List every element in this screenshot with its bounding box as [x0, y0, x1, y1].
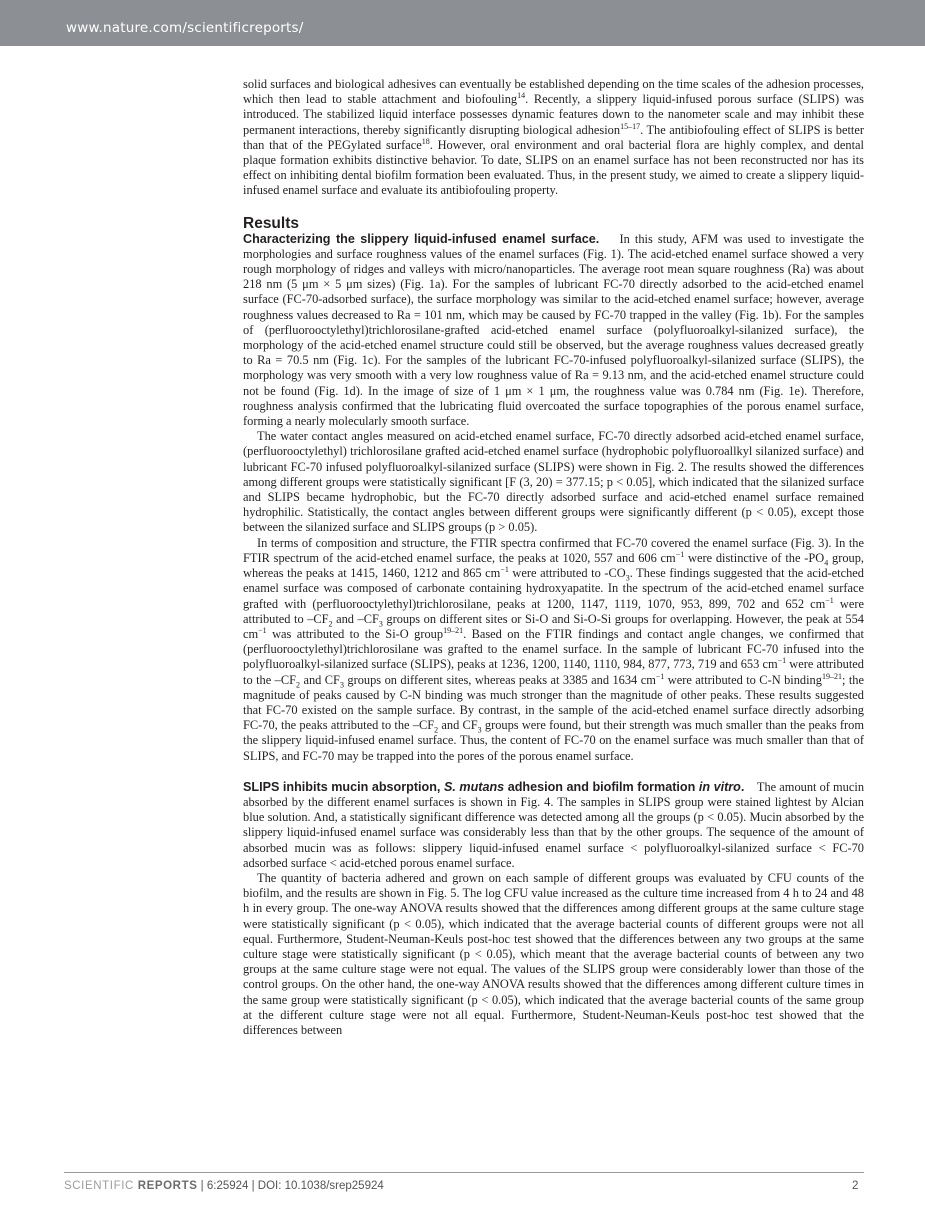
intro-text-d: . However, oral environment and oral bacterial flora are highly complex, and dental plaque formation exhibits distinctive behavior. To date, SLIPS on an enamel surface has not been reconstructed nor has its effect on inhibiting dental biofilm formation been evaluated. Thus, in the present study, we aimed to create a slippery liquid-infused enamel surface and evaluate its antibiofouling property. [243, 137, 864, 198]
heading-part-italic: S. mutans [443, 779, 505, 794]
intro-text-b: . Recently, a slippery liquid-infused porous surface (SLIPS) was introduced. The stabilized liquid interface possesses dynamic features down to the nanometer scale and may inhibit these permanent interactions, thereby significantly disrupting biological adhesion [243, 92, 864, 137]
ftir-text: were attributed to C-N binding [664, 672, 822, 687]
reference-link[interactable]: 19–21 [821, 671, 842, 681]
journal-name-bold: REPORTS [137, 1180, 198, 1192]
ftir-text: . These findings suggested that the acid-etched enamel surface was composed of carbonate containing hydroxyapatite. In the spectrum of the acid-etched enamel surface grafted with (perfluorooctylethyl)trichlorosilane, peaks at 1200, 1147, 1119, 1070, 953, 899, 702 and 652 cm [243, 566, 864, 611]
reference-link[interactable]: 19–21 [443, 625, 464, 635]
subscript: 2 [434, 725, 439, 735]
ftir-text: were distinctive of the -PO [684, 550, 825, 565]
superscript: −1 [655, 671, 665, 681]
article-body [243, 77, 864, 1038]
afm-text: In this study, AFM was used to investigate the morphologies and surface roughness values of the enamel surfaces (Fig. 1). The acid-etched enamel surface showed a very rough morphology of ridges and valleys with micro/nanoparticles. The average root mean square roughness (Ra) was about 218 nm (5 μm × 5 μm sizes) (Fig. 1a). For the samples of lubricant FC-70 directly adsorbed to the acid-etched enamel surface (FC-70-adsorbed surface), the surface morphology was similar to the acid-etched enamel surface; however, average roughness values decreased to Ra = 101 nm, which may be caused by FC-70 trapped in the valley (Fig. 1b). For the samples of (perfluorooctylethyl)trichlorosilane-grafted acid-etched enamel surface (polyfluoroalkyl-silanized surface), the morphology of the acid-etched enamel structure could still be observed, but the average roughness values decreased greatly to Ra = 70.5 nm (Fig. 1c). For the samples of the lubricant FC-70-infused polyfluoroalkyl-silanized surface (SLIPS), the morphology was very smooth with a very low roughness value of Ra = 9.13 nm, and the acid-etched enamel structure could not be found (Fig. 1d). In the image of size of 1 μm × 1 μm, the roughness value was 0.784 nm (Fig. 1e). Therefore, roughness analysis confirmed that the lubricating fluid overcoated the surface topographies of the porous enamel surface, forming a nearly molecularly smooth surface. [243, 231, 864, 429]
footer-citation [64, 1180, 384, 1192]
superscript: −1 [258, 625, 267, 635]
intro-paragraph [243, 77, 864, 199]
reference-link[interactable]: 15–17 [620, 121, 641, 131]
heading-part-italic: in vitro [698, 779, 741, 794]
ftir-text: and CF [438, 718, 478, 733]
intro-text-c: . The antibiofouling effect of SLIPS is better than that of the PEGylated surface [243, 122, 864, 152]
results-heading: Results [243, 214, 299, 232]
subscript: 2 [328, 619, 333, 629]
intro-text-a: solid surfaces and biological adhesives can eventually be established depending on the time scales of the adhesion processes, which then lead to stable attachment and biofouling [243, 77, 864, 107]
ftir-text: were attributed to –CF [243, 596, 865, 626]
ftir-text: were attributed to the –CF [243, 657, 864, 687]
ftir-text: group, whereas the peaks at 1415, 1460, 1212 and 865 cm [243, 550, 864, 581]
superscript: −1 [675, 549, 685, 559]
cfu-paragraph: The quantity of bacteria adhered and grown on each sample of different groups was evaluated by CFU counts of the biofilm, and the results are shown in Fig. 5. The log CFU value increased as the culture time increased from 4 h to 24 and 48 h in every group. The one-way ANOVA results showed that the differences among different groups at the same culture stage were statistically significant (p < 0.05), which indicated that the average bacterial counts of different groups were not all equal. Furthermore, Student-Neuman-Keuls post-hoc test showed that the differences between any two groups at the same culture stage were statistically significant (p < 0.05), which meant that the average bacterial counts of between any two groups at the same culture stage were not equal. The values of the SLIPS group were considerably lower than those of the control groups. On the other hand, the one-way ANOVA results showed that the differences among different culture times in the same group were statistically significant (p < 0.05), which indicated that the average bacterial counts of the same group at the different culture stage were not all equal. Furthermore, Student-Neuman-Keuls post-hoc test showed that the differences between [243, 870, 864, 1037]
heading-part: SLIPS inhibits mucin absorption, [243, 779, 444, 794]
ftir-text: groups on different sites, whereas peaks at 3385 and 1634 cm [343, 672, 656, 687]
doi-citation: | 6:25924 | DOI: 10.1038/srep25924 [197, 1180, 384, 1192]
subscript: 2 [296, 679, 301, 689]
ftir-text: groups were found, but their strength was much smaller than the peaks from the slippery liquid-infused enamel surface. Thus, the content of FC-70 on the enamel surface was much smaller than that of SLIPS, and FC-70 may be trapped into the pores of the porous enamel surface. [243, 718, 864, 763]
ftir-paragraph [243, 536, 864, 764]
reference-link[interactable]: 18 [421, 136, 430, 146]
afm-paragraph [243, 232, 864, 430]
ftir-text: was attributed to the Si-O group [266, 626, 444, 641]
ftir-text: and CF [300, 672, 340, 687]
subsection-heading-surface: Characterizing the slippery liquid-infused enamel surface. [243, 231, 600, 246]
superscript: −1 [500, 564, 509, 574]
subscript: 3 [625, 573, 630, 583]
superscript: −1 [825, 595, 834, 605]
ftir-text: were attributed to -CO [508, 566, 626, 581]
footer-divider [64, 1172, 864, 1173]
subsection-heading-slips [243, 780, 744, 794]
subscript: 4 [824, 558, 829, 568]
journal-name: SCIENTIFIC [64, 1180, 138, 1192]
ftir-text: and –CF [332, 611, 379, 626]
subscript: 3 [378, 619, 383, 629]
site-url-link[interactable]: www.nature.com/scientificreports/ [66, 20, 304, 36]
spacer [243, 764, 864, 780]
subscript: 3 [477, 725, 482, 735]
mucin-text: The amount of mucin absorbed by the different enamel surfaces is shown in Fig. 4. The samples in SLIPS group were stained lightest by Alcian blue solution. And, a statistically significant difference was detected among all the groups (p < 0.05). Mucin absorbed by the slippery liquid-infused enamel surface was considerably less than that by the other groups. The sequence of the amount of absorbed mucin was as follows: slippery liquid-infused enamel surface < polyfluoroalkyl-silanized surface < FC-70 adsorbed surface < acid-etched porous enamel surface. [243, 779, 865, 870]
ftir-text: . Based on the FTIR findings and contact angle changes, we confirmed that (perfluorooctylethyl)trichlorosilane was grafted to the enamel surface. In the sample of lubricant FC-70 infused into the polyfluoroalkyl-silanized surface (SLIPS), peaks at 1236, 1200, 1140, 1110, 984, 877, 773, 719 and 653 cm [243, 626, 864, 672]
reference-link[interactable]: 14 [517, 91, 526, 101]
ftir-text: ; the magnitude of peaks caused by C-N binding was much stronger than the magnitude of other peaks. These results suggested that FC-70 existed on the sample surface. By contrast, in the sample of the acid-etched enamel surface directly adsorbing FC-70, the peaks attributed to the –CF [243, 672, 864, 733]
heading-part: adhesion and biofilm formation [504, 779, 699, 794]
page-number: 2 [852, 1180, 859, 1192]
header-bar [0, 0, 925, 46]
ftir-text: In terms of composition and structure, the FTIR spectra confirmed that FC-70 covered the enamel surface (Fig. 3). In the FTIR spectrum of the acid-etched enamel surface, the peaks at 1020, 557 and 606 cm [243, 535, 864, 565]
ftir-text: groups on different sites or Si-O and Si-O-Si groups for overlapping. However, the peak at 554 cm [243, 611, 864, 641]
contact-angle-paragraph: The water contact angles measured on acid-etched enamel surface, FC-70 directly adsorbed acid-etched enamel surface, (perfluorooctylethyl) trichlorosilane grafted acid-etched enamel surface (hydrophobic polyfluoroallkyl silanized surface) and lubricant FC-70 infused polyfluoroalkyl-silanized surface (SLIPS) were shown in Fig. 2. The results showed the differences among different groups were statistically significant [F (3, 20) = 377.15; p < 0.05], which indicated that the silanized surface and SLIPS became hydrophobic, but the FC-70 directly adsorbed surface and acid-etched enamel surface remained hydrophilic. Statistically, the contact angles between different groups were significantly different (p < 0.05), except those between the silanized surface and SLIPS groups (p > 0.05). [243, 429, 864, 535]
heading-part: . [740, 779, 745, 794]
superscript: −1 [777, 656, 787, 666]
subscript: 3 [339, 679, 344, 689]
mucin-paragraph [243, 780, 864, 871]
spacer [243, 199, 864, 215]
